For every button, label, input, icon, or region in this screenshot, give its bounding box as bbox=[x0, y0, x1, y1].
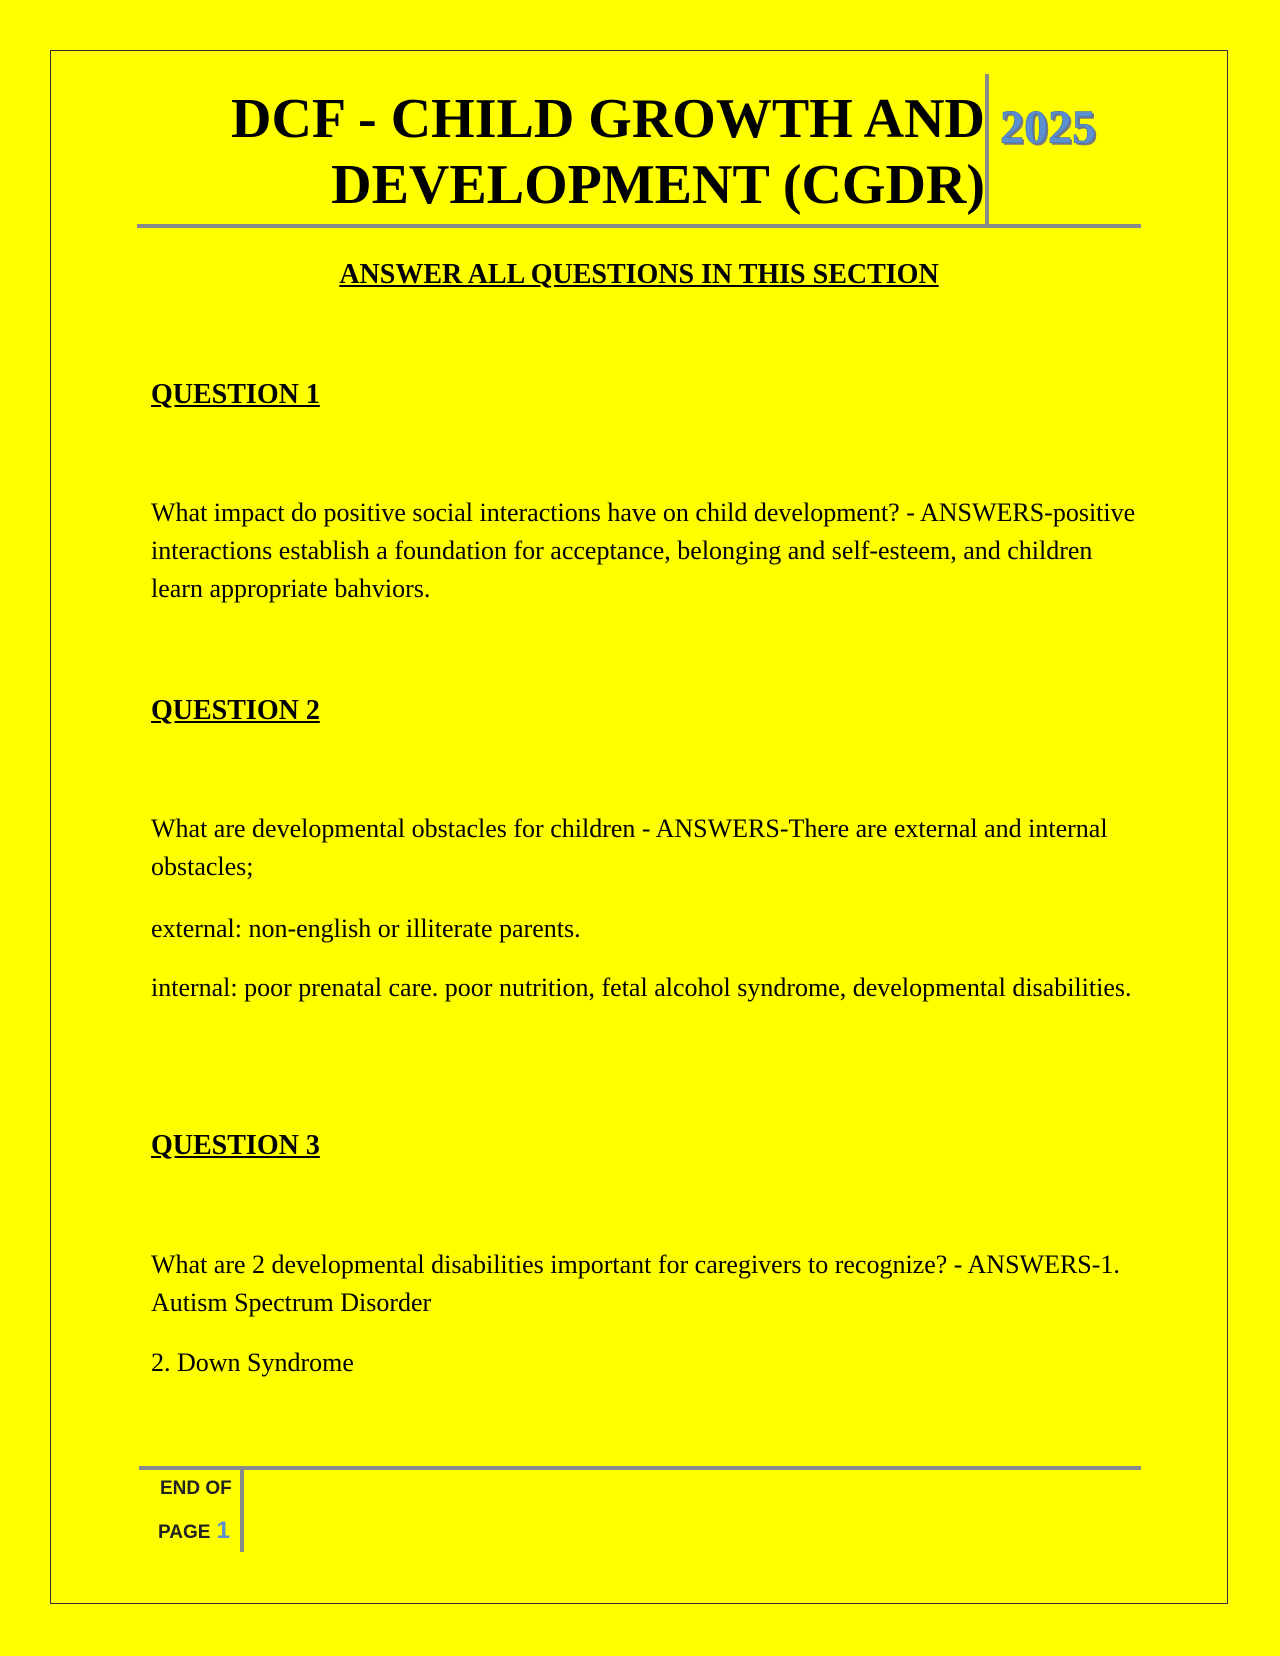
footer-page bbox=[158, 1518, 230, 1546]
question-3-answer-2: 2. Down Syndrome bbox=[151, 1348, 354, 1377]
footer-divider-horizontal bbox=[139, 1466, 1141, 1470]
question-1-label: QUESTION 1 bbox=[151, 379, 320, 410]
question-3-text: What are 2 developmental disabilities important for caregivers to recognize? - ANSWERS-1. Autism Spectrum Disorder bbox=[151, 1250, 1120, 1317]
header-year: 2025 bbox=[1000, 101, 1096, 154]
question-2-internal: internal: poor prenatal care. poor nutrition, fetal alcohol syndrome, developmental disabilities. bbox=[151, 973, 1132, 1002]
footer-page-label: PAGE bbox=[158, 1522, 211, 1543]
question-1-text: What impact do positive social interactions have on child development? - ANSWERS-positive interactions establish a foundation for acceptance, belonging and self-esteem, and children learn appropriate bahviors. bbox=[151, 498, 1136, 603]
footer-divider-vertical bbox=[240, 1470, 244, 1552]
section-title: ANSWER ALL QUESTIONS IN THIS SECTION bbox=[339, 259, 939, 290]
question-2-label: QUESTION 2 bbox=[151, 695, 320, 726]
document-title-line-1: DCF - CHILD GROWTH AND bbox=[231, 88, 985, 150]
document-title bbox=[231, 86, 985, 218]
header-divider-vertical bbox=[985, 74, 989, 226]
question-2-external: external: non-english or illiterate parents. bbox=[151, 914, 581, 943]
footer-page-number: 1 bbox=[216, 1517, 230, 1544]
question-3-label: QUESTION 3 bbox=[151, 1130, 320, 1161]
header-divider-horizontal bbox=[137, 224, 1141, 228]
footer-end-of: END OF bbox=[160, 1478, 232, 1499]
document-title-line-2: DEVELOPMENT (CGDR) bbox=[331, 154, 985, 216]
question-2-text: What are developmental obstacles for children - ANSWERS-There are external and internal obstacles; bbox=[151, 814, 1108, 881]
